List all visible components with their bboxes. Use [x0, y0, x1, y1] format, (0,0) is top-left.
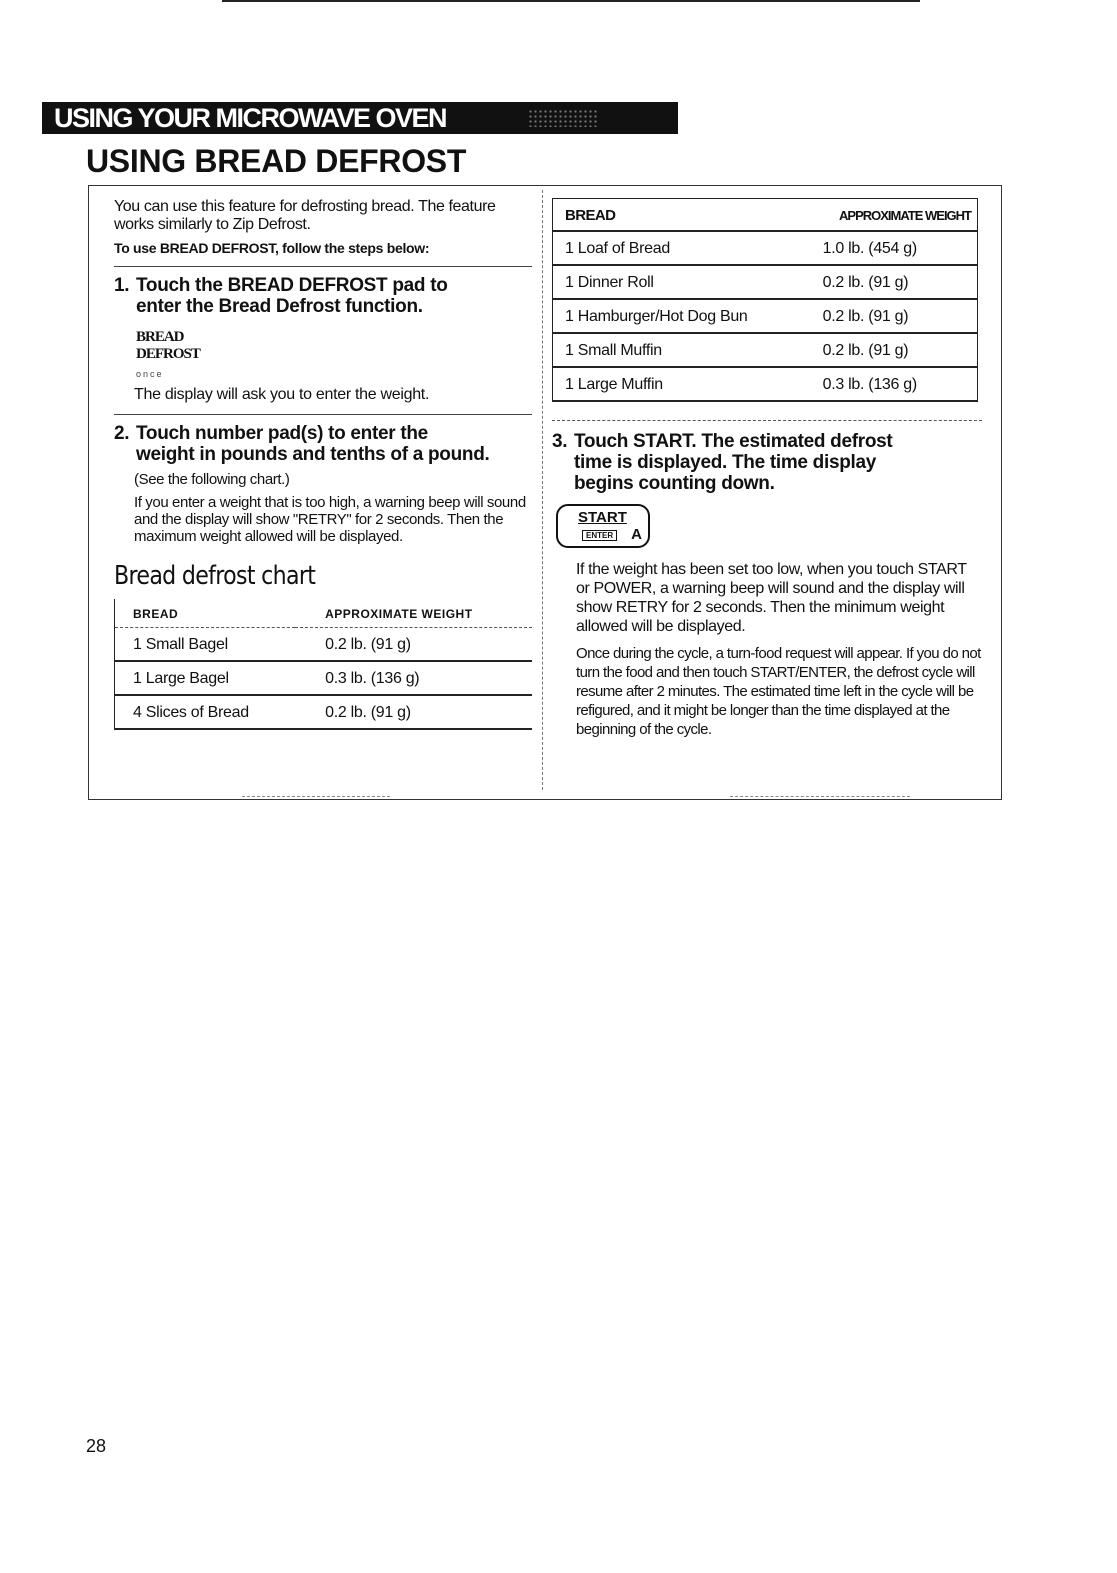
bread-chart-left	[114, 599, 532, 730]
start-pad-icon	[556, 504, 650, 548]
cell-bread: 4 Slices of Bread	[115, 695, 296, 729]
table-row	[115, 661, 533, 695]
cell-bread: 1 Dinner Roll	[553, 265, 783, 299]
table-header-row	[115, 599, 533, 628]
divider	[114, 414, 532, 415]
step-2-note: (See the following chart.)	[134, 471, 290, 488]
cell-weight: 0.3 lb. (136 g)	[295, 661, 532, 695]
column-header-bread: BREAD	[553, 199, 783, 232]
step-2-line-2: weight in pounds and tenths of a pound.	[136, 444, 490, 465]
section-banner-label: USING YOUR MICROWAVE OVEN	[54, 103, 447, 133]
page-number: 28	[86, 1436, 107, 1456]
cell-weight: 0.2 lb. (91 g)	[295, 695, 532, 729]
step-1-number: 1.	[114, 275, 130, 296]
step-3-body-1: If the weight has been set too low, when you touch START or POWER, a warning beep will sound and the display will show RETRY for 2 seconds. Then the minimum weight allowed will be displayed.	[576, 561, 967, 635]
pad-press-indicator: once	[136, 369, 164, 379]
step-1-line-1: Touch the BREAD DEFROST pad to	[136, 275, 448, 296]
table-row	[553, 299, 978, 333]
table-row	[553, 367, 978, 401]
table-row	[553, 333, 978, 367]
pad-label-line-2: DEFROST	[136, 346, 200, 362]
step-2-title	[114, 423, 532, 465]
start-pad-label: START	[578, 509, 627, 526]
step-3-line-3: begins counting down.	[574, 473, 775, 494]
table-row	[553, 231, 978, 265]
enter-pad-label: ENTER	[582, 530, 617, 541]
intro-text: You can use this feature for defrosting bread. The feature works similarly to Zip Defrost.	[114, 198, 496, 233]
step-1-title	[114, 275, 532, 317]
cell-bread: 1 Loaf of Bread	[553, 231, 783, 265]
column-header-weight: APPROXIMATE WEIGHT	[783, 199, 978, 232]
top-rule	[222, 0, 920, 2]
step-2-number: 2.	[114, 423, 130, 444]
divider	[114, 266, 532, 267]
step-3-title	[552, 431, 982, 494]
column-header-weight: APPROXIMATE WEIGHT	[295, 599, 532, 628]
table-header-row	[553, 199, 978, 232]
step-1-line-2: enter the Bread Defrost function.	[136, 296, 423, 317]
step-1-body: The display will ask you to enter the weight.	[134, 386, 430, 403]
cell-weight: 0.2 lb. (91 g)	[295, 628, 532, 662]
cell-bread: 1 Hamburger/Hot Dog Bun	[553, 299, 783, 333]
cell-weight: 0.2 lb. (91 g)	[783, 265, 978, 299]
page-title: USING BREAD DEFROST	[86, 143, 467, 179]
cell-bread: 1 Small Bagel	[115, 628, 296, 662]
cell-weight: 0.2 lb. (91 g)	[783, 299, 978, 333]
bread-chart-right	[552, 198, 978, 402]
bottom-rule-right	[730, 796, 910, 798]
finger-press-icon: A	[631, 526, 642, 543]
column-header-bread: BREAD	[115, 599, 296, 628]
table-row	[115, 628, 533, 662]
step-3-line-1: Touch START. The estimated defrost	[574, 431, 893, 452]
cell-bread: 1 Small Muffin	[553, 333, 783, 367]
banner-speckle-decoration	[528, 109, 598, 127]
cell-bread: 1 Large Muffin	[553, 367, 783, 401]
bread-defrost-pad-icon	[136, 329, 532, 363]
chart-title: Bread defrost chart	[114, 561, 316, 591]
left-column	[114, 198, 532, 730]
table-row	[553, 265, 978, 299]
step-3-number: 3.	[552, 431, 568, 452]
bottom-rule-left	[242, 796, 390, 798]
step-3-body-2: Once during the cycle, a turn-food request will appear. If you do not turn the food and then touch START/ENTER, the defrost cycle will resume after 2 minutes. The estimated time left in the cycle will be refigured, and it might be longer than the time displayed at the beginning of the cycle.	[576, 645, 981, 738]
cell-bread: 1 Large Bagel	[115, 661, 296, 695]
divider	[552, 420, 982, 421]
step-2-body: If you enter a weight that is too high, a warning beep will sound and the display will show "RETRY" for 2 seconds. Then the maximum weight allowed will be displayed.	[134, 494, 526, 545]
intro-instruction: To use BREAD DEFROST, follow the steps below:	[114, 240, 430, 256]
pad-label-line-1: BREAD	[136, 329, 184, 345]
right-column	[552, 198, 982, 739]
cell-weight: 0.3 lb. (136 g)	[783, 367, 978, 401]
column-divider	[542, 190, 544, 790]
cell-weight: 0.2 lb. (91 g)	[783, 333, 978, 367]
step-2-line-1: Touch number pad(s) to enter the	[136, 423, 428, 444]
step-3-line-2: time is displayed. The time display	[574, 452, 877, 473]
section-banner	[42, 102, 678, 134]
cell-weight: 1.0 lb. (454 g)	[783, 231, 978, 265]
table-row	[115, 695, 533, 729]
